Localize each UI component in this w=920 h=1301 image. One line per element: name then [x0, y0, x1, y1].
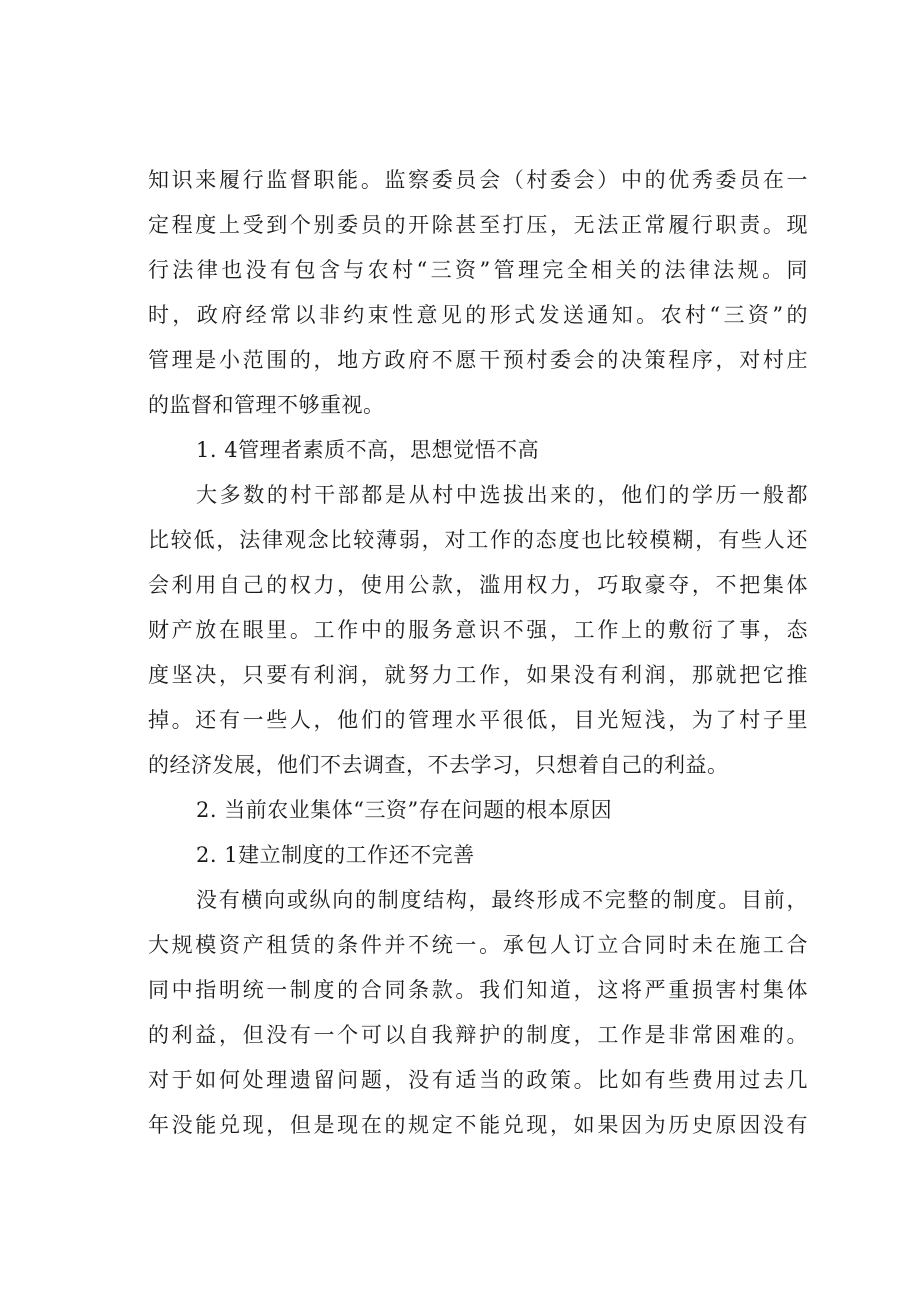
para1-line-4: 时，政府经常以非约束性意见的形式发送通知。农村“三资”的 — [148, 303, 808, 327]
para1-line-1: 知识来履行监督职能。监察委员会（村委会）中的优秀委员在一 — [148, 168, 808, 192]
para2-line-4: 财产放在眼里。工作中的服务意识不强，工作上的敷衍了事，态 — [148, 618, 808, 642]
para2-line-7: 的经济发展，他们不去调查，不去学习，只想着自己的利益。 — [148, 753, 729, 777]
section-heading-2-1: 2. 1建立制度的工作还不完善 — [196, 843, 475, 867]
para1-line-5: 管理是小范围的，地方政府不愿干预村委会的决策程序，对村庄 — [148, 348, 808, 372]
para1-line-3: 行法律也没有包含与农村“三资”管理完全相关的法律法规。同 — [148, 258, 808, 282]
para1-line-2: 定程度上受到个别委员的开除甚至打压，无法正常履行职责。现 — [148, 213, 808, 237]
para2-line-3: 会利用自己的权力，使用公款，滥用权力，巧取豪夺，不把集体 — [148, 573, 808, 597]
section-heading-1-4: 1. 4管理者素质不高，思想觉悟不高 — [196, 438, 540, 462]
para3-line-3: 同中指明统一制度的合同条款。我们知道，这将严重损害村集体 — [148, 978, 808, 1002]
para2-line-5: 度坚决，只要有利润，就努力工作，如果没有利润，那就把它推 — [148, 663, 808, 687]
para3-line-1: 没有横向或纵向的制度结构，最终形成不完整的制度。目前， — [196, 888, 808, 912]
para1-line-6: 的监督和管理不够重视。 — [148, 393, 385, 417]
para2-line-1: 大多数的村干部都是从村中选拔出来的，他们的学历一般都 — [196, 483, 808, 507]
para3-line-6: 年没能兑现，但是现在的规定不能兑现，如果因为历史原因没有 — [148, 1113, 808, 1137]
para3-line-2: 大规模资产租赁的条件并不统一。承包人订立合同时未在施工合 — [148, 933, 808, 957]
para3-line-4: 的利益，但没有一个可以自我辩护的制度，工作是非常困难的。 — [148, 1023, 808, 1047]
para2-line-2: 比较低，法律观念比较薄弱，对工作的态度也比较模糊，有些人还 — [148, 528, 808, 552]
para3-line-5: 对于如何处理遗留问题，没有适当的政策。比如有些费用过去几 — [148, 1068, 808, 1092]
section-heading-2: 2. 当前农业集体“三资”存在问题的根本原因 — [196, 798, 613, 822]
para2-line-6: 掉。还有一些人，他们的管理水平很低，目光短浅，为了村子里 — [148, 708, 808, 732]
